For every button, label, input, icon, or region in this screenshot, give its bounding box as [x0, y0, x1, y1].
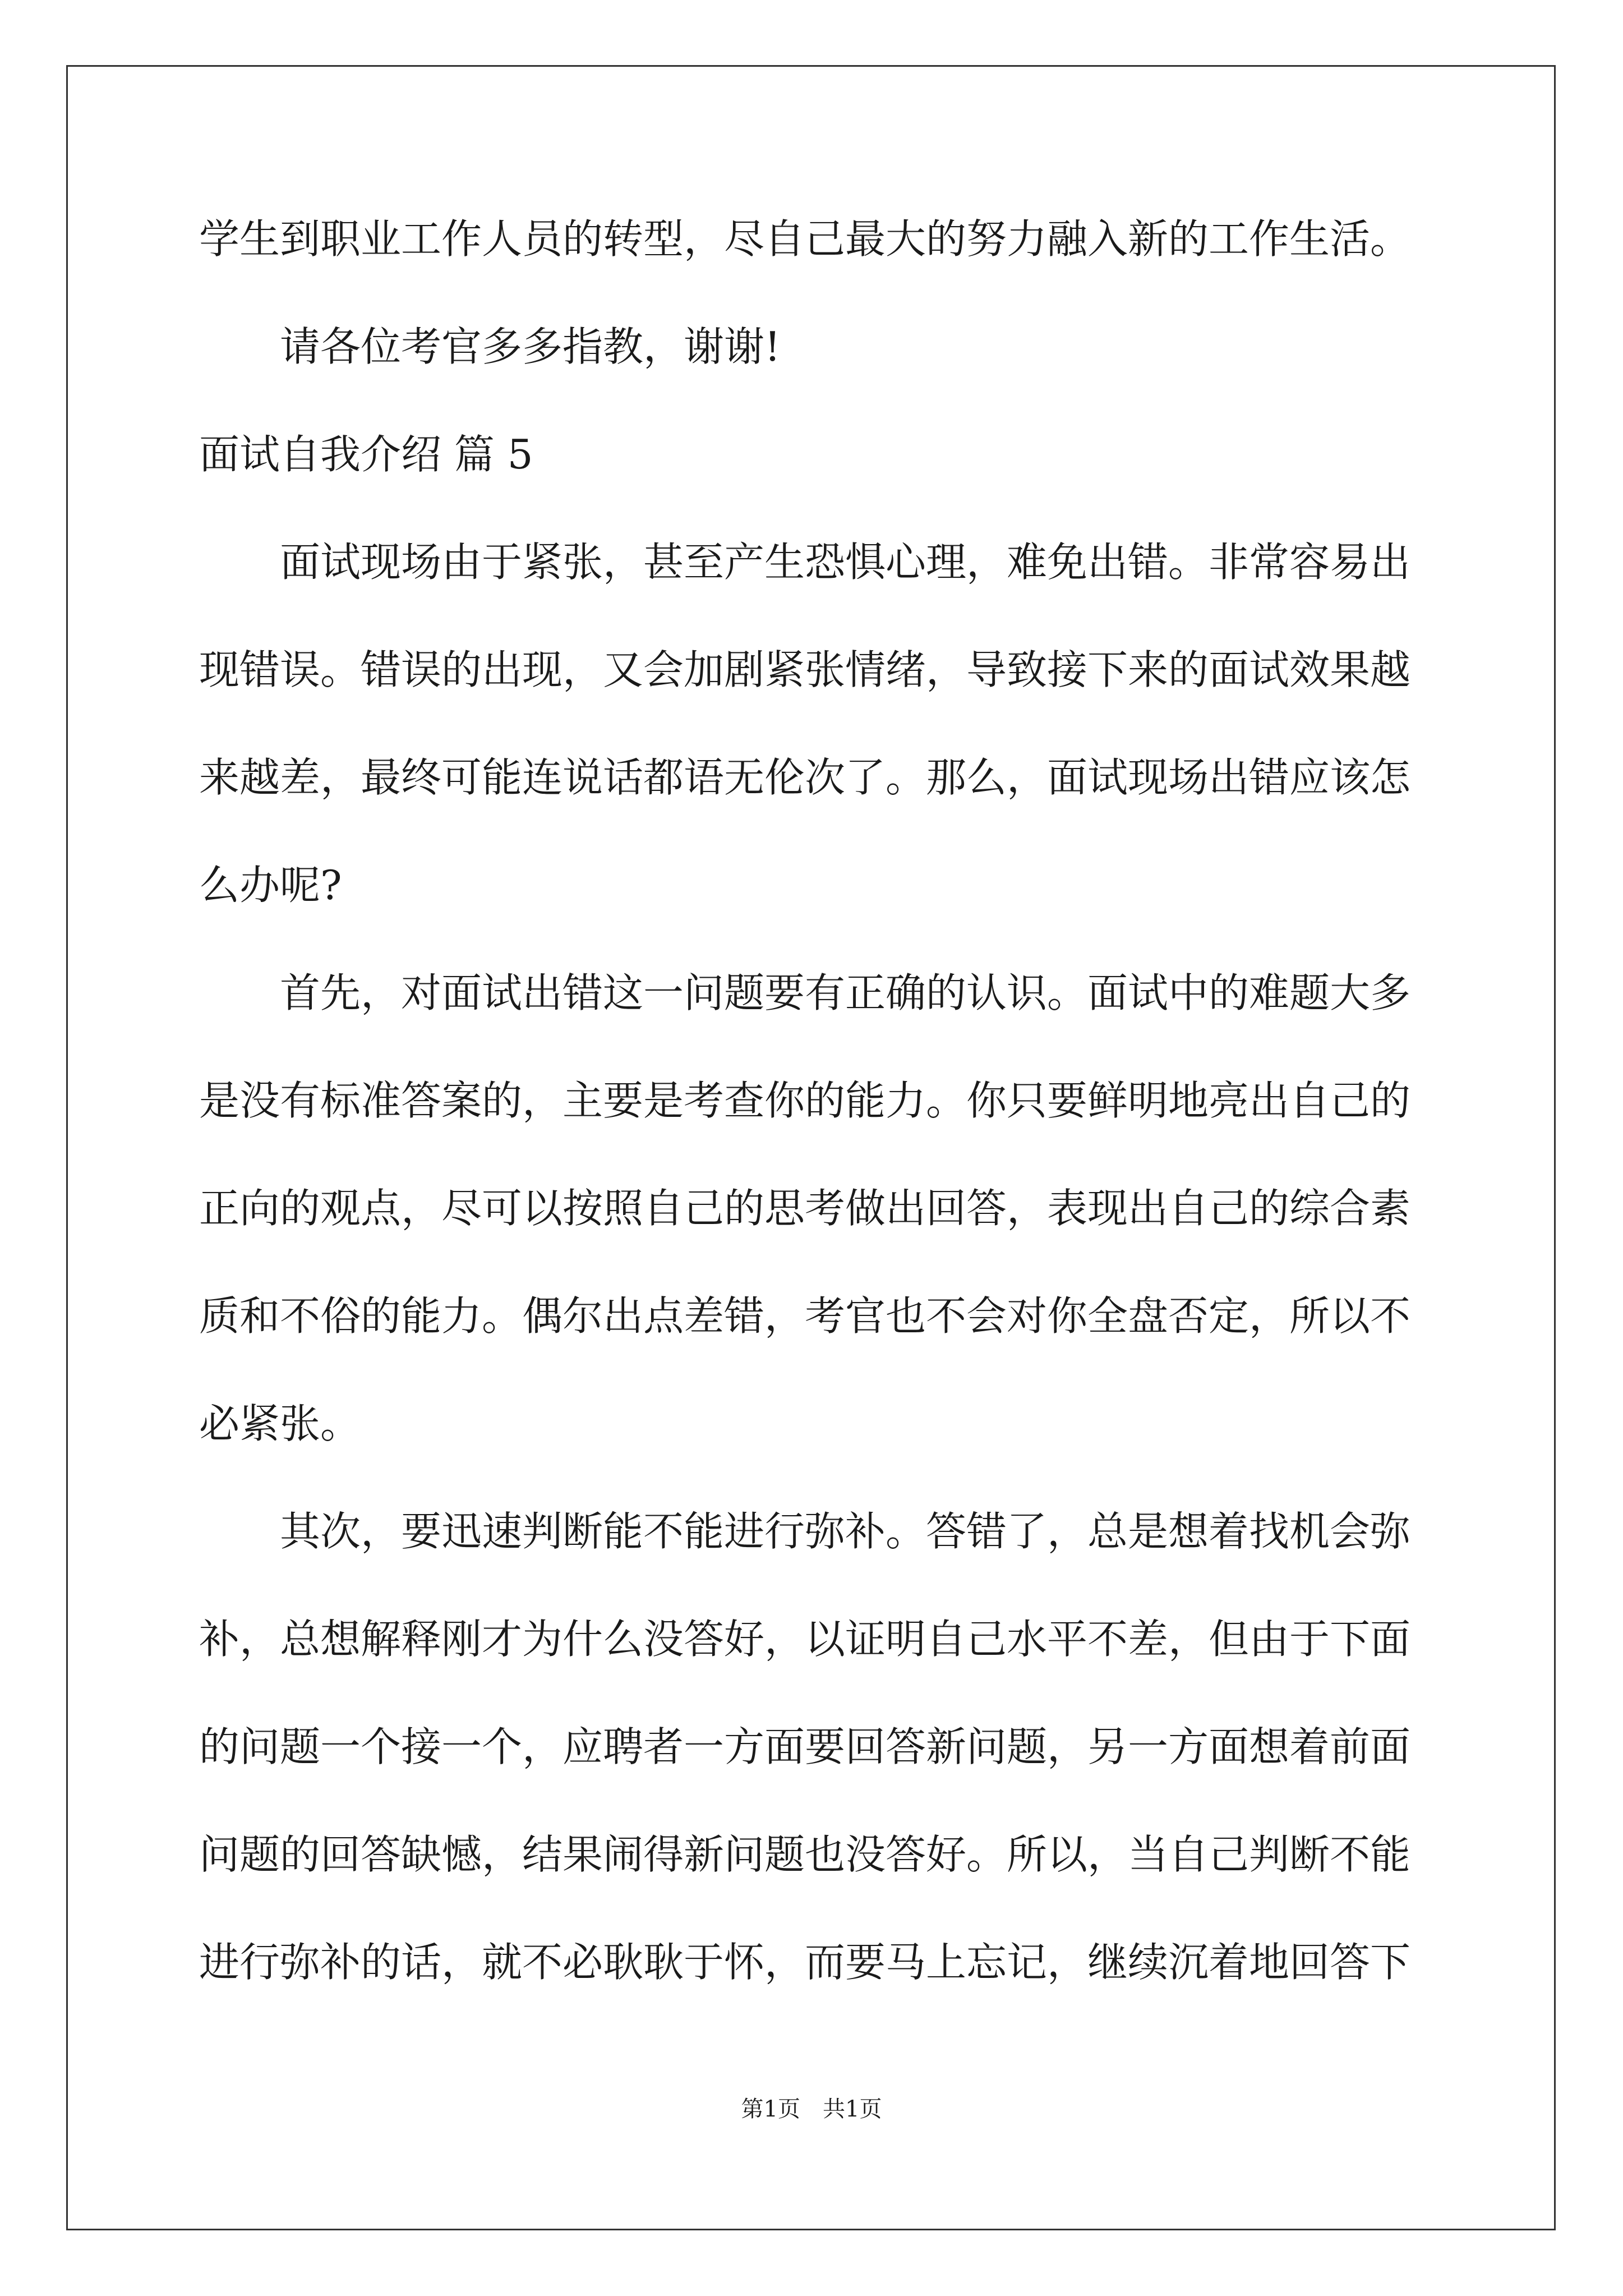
text-line: 是没有标准答案的，主要是考查你的能力。你只要鲜明地亮出自己的: [199, 1077, 1411, 1124]
text-line: 面试自我介绍 篇 5: [199, 431, 533, 478]
document-body: [199, 215, 1433, 2050]
text-line: 现错误。错误的出现，又会加剧紧张情绪，导致接下来的面试效果越: [199, 646, 1411, 693]
text-line: 必紧张。: [199, 1400, 361, 1447]
page-footer: 第1页 共1页: [741, 2096, 882, 2122]
text-line: 请各位考官多多指教，谢谢!: [280, 323, 781, 370]
text-line: 质和不俗的能力。偶尔出点差错，考官也不会对你全盘否定，所以不: [199, 1292, 1411, 1340]
text-line: 的问题一个接一个，应聘者一方面要回答新问题，另一方面想着前面: [199, 1723, 1411, 1770]
text-line: 正向的观点，尽可以按照自己的思考做出回答，表现出自己的综合素: [199, 1185, 1411, 1232]
text-line: 首先，对面试出错这一问题要有正确的认识。面试中的难题大多: [280, 969, 1411, 1016]
text-line: 其次，要迅速判断能不能进行弥补。答错了，总是想着找机会弥: [280, 1508, 1411, 1555]
text-line: 进行弥补的话，就不必耿耿于怀，而要马上忘记，继续沉着地回答下: [199, 1939, 1411, 1986]
text-line: 问题的回答缺憾，结果闹得新问题也没答好。所以，当自己判断不能: [199, 1831, 1411, 1878]
text-line: 么办呢?: [199, 862, 342, 909]
text-line: 学生到职业工作人员的转型，尽自己最大的努力融入新的工作生活。: [199, 215, 1411, 263]
text-line: 面试现场由于紧张，甚至产生恐惧心理，难免出错。非常容易出: [280, 539, 1411, 586]
text-line: 补，总想解释刚才为什么没答好，以证明自己水平不差，但由于下面: [199, 1616, 1411, 1663]
text-line: 来越差，最终可能连说话都语无伦次了。那么，面试现场出错应该怎: [199, 754, 1411, 801]
